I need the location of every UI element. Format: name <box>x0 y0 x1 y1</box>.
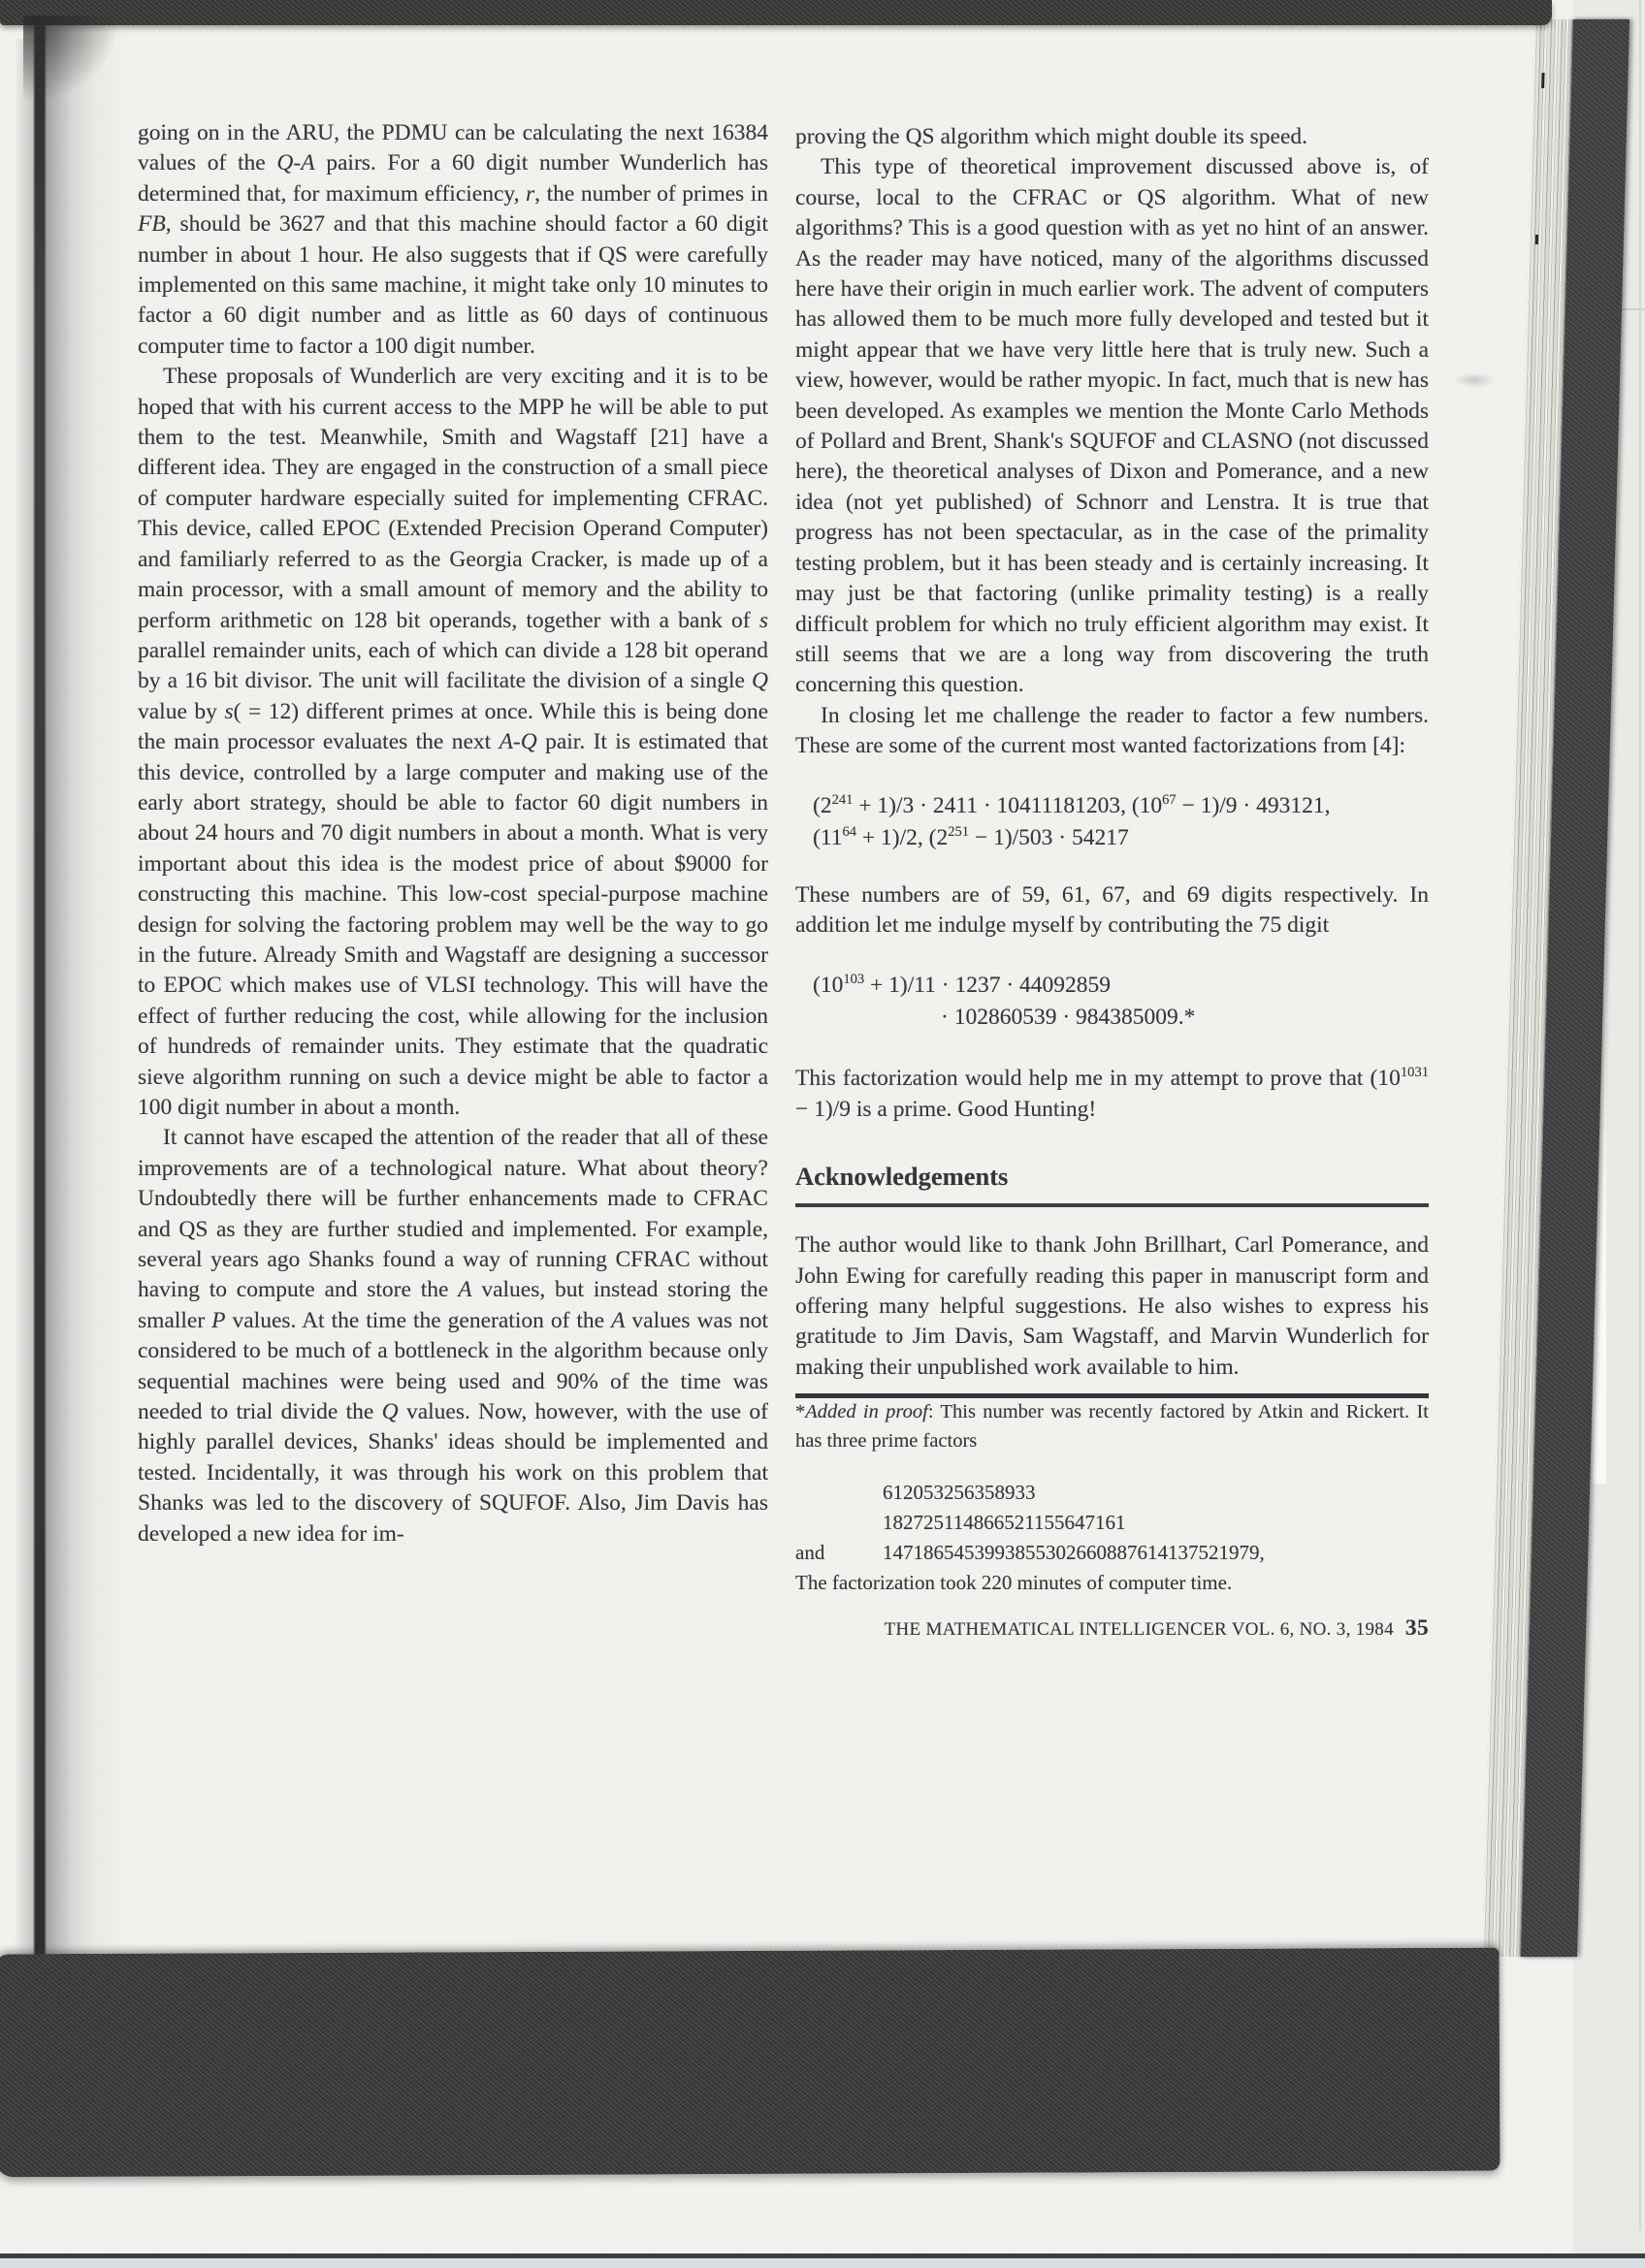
factor-label <box>795 1508 883 1538</box>
page-number: 35 <box>1404 1614 1429 1641</box>
right-column <box>795 122 1429 1645</box>
body-paragraph: These proposals of Wunderlich are very exciting and it is to be hoped that with his current access to the MPP he will be able to put them to the test. Meanwhile, Smith and Wagstaff [21] have a different idea. They are engaged in the construction of a small piece of computer hardware especially suited for implementing CFRAC. This device, called EPOC (Extended Precision Operand Computer) and familiarly referred to as the Georgia Cracker, is made up of a main processor, with a small amount of memory and the ability to perform arithmetic on 128 bit operands, together with a bank of s parallel remainder units, each of which can divide a 128 bit operand by a 16 bit divisor. The unit will facilitate the division of a single Q value by s( = 12) different primes at once. While this is being done the main processor evaluates the next A-Q pair. It is estimated that this device, controlled by a large computer and making use of the early abort strategy, should be able to factor 60 digit numbers in about 24 hours and 70 digit numbers in about a month. What is very important about this idea is the modest price of about $9000 for constructing this machine. This low-cost special-purpose machine design for solving the factoring problem may well be the way to go in the future. Already Smith and Wagstaff are designing a successor to EPOC which makes use of VLSI technology. This will have the effect of further reducing the cost, while allowing for the inclusion of hundreds of remainder units. They estimate that the quadratic sieve algorithm running on such a device might be able to factor a 100 digit number in about a month. <box>138 364 768 1120</box>
edge-mark <box>1535 235 1538 244</box>
footnote-closing: The factorization took 220 minutes of computer time. <box>795 1571 1233 1595</box>
factor-value: 1471865453993855302660887614137521979, <box>883 1541 1265 1565</box>
factor-row <box>795 1508 1429 1538</box>
body-paragraph: The author would like to thank John Brillhart, Carl Pomerance, and John Ewing for carefully reading this paper in manuscript form and offering many helpful suggestions. He also wishes to express his gratitude to Jim Davis, Sam Wagstaff, and Marvin Wunderlich for making their unpublished work available to him. <box>795 1232 1429 1380</box>
book-gutter-shadow-left <box>14 39 34 1954</box>
left-column <box>138 118 768 1549</box>
page-footer <box>795 1613 1429 1645</box>
scan-shadow-bottom <box>0 1948 1500 2178</box>
formula-line: · 102860539 · 984385009.* <box>941 1005 1196 1031</box>
acknowledgements-heading: Acknowledgements <box>795 1162 1009 1192</box>
math-display-75-digit <box>795 970 1429 1034</box>
heading-rule <box>795 1203 1429 1207</box>
body-paragraph: This type of theoretical improvement discussed above is, of course, local to the CFRAC or QS algorithm. What of new algorithms? This is a good question with as yet no hint of an answer. As the reader may have noticed, many of the algorithms discussed here have their origin in much earlier work. The advent of computers has allowed them to be much more fully developed and tested but it might appear that we have very little here that is truly new. Such a view, however, would be rather myopic. In fact, much that is new has been developed. As examples we mention the Monte Carlo Methods of Pollard and Brent, Shank's SQUFOF and CLASNO (not discussed here), the theoretical analyses of Dixon and Pomerance, and a new idea (not yet published) of Schnorr and Lenstra. It is true that progress has not been spectacular, as in the case of the primality testing problem, but it has been steady and is certainly increasing. It may just be that factoring (unlike primality testing) is a really difficult problem for which no truly efficient algorithm may exist. It still seems that we are a long way from discovering the truth concerning this question. <box>795 154 1429 698</box>
body-paragraph: In closing let me challenge the reader to factor a few numbers. These are some of the current most wanted factorizations from [4]: <box>795 702 1429 759</box>
math-display-most-wanted <box>795 790 1429 854</box>
body-paragraph: This factorization would help me in my attempt to prove that $(10^{1031} - 1)/9$ is a prime. Good Hunting! <box>795 1065 1429 1122</box>
body-paragraph: proving the QS algorithm which might double its speed. <box>795 124 1308 149</box>
scanner-bottom-strip <box>0 2258 1645 2268</box>
factor-label <box>795 1478 883 1508</box>
footnote-paragraph: *Added in proof: This number was recently factored by Atkin and Rickert. It has three prime factors <box>795 1401 1429 1452</box>
body-paragraph: It cannot have escaped the attention of the reader that all of these improvements are of a technological nature. What about theory? Undoubtedly there will be further enhancements made to CFRAC and QS as they are further studied and implemented. For example, several years ago Shanks found a way of running CFRAC without having to compute and store the A values, but instead storing the smaller P values. At the time the generation of the A values was not considered to be much of a bottleneck in the algorithm because only sequential machines were being used and 90% of the time was needed to trial divide the Q values. Now, however, with the use of highly parallel devices, Shanks' ideas should be implemented and tested. Incidentally, it was through his work on this problem that Shanks was led to the discovery of SQUFOF. Also, Jim Davis has developed a new idea for im- <box>138 1125 768 1547</box>
scan-smudge <box>1453 372 1496 388</box>
body-paragraph: going on in the ARU, the PDMU can be calculating the next 16384 values of the Q-A pairs. For a 60 digit number Wunderlich has determined that, for maximum efficiency, r, the number of primes in FB, should be 3627 and that this machine should factor a 60 digit number in about 1 hour. He also suggests that if QS were carefully implemented on this same machine, it might take only 10 minutes to factor a 60 digit number and as little as 60 days of continuous computer time to factor a 100 digit number. <box>138 120 768 359</box>
book-gutter-line <box>34 25 46 1957</box>
book-gutter-shadow <box>46 29 127 1955</box>
scan-shadow-top <box>0 0 1552 25</box>
journal-citation: THE MATHEMATICAL INTELLIGENCER VOL. 6, NO. 3, 1984 <box>884 1618 1394 1640</box>
formula-line: $(10^{103} + 1)/11 \cdot 1237 \cdot 44092859$ <box>813 972 1112 999</box>
factor-row <box>795 1538 1429 1568</box>
scanner-edge-line <box>1639 0 1641 2230</box>
factor-label: and <box>795 1541 825 1565</box>
factor-value: 182725114866521155647161 <box>883 1511 1126 1535</box>
formula-line: $(2^{241} + 1)/3 \cdot 2411 \cdot 10411181203$, $(10^{67} - 1)/9 \cdot 493121$, <box>813 791 1331 818</box>
body-paragraph: These numbers are of 59, 61, 67, and 69 digits respectively. In addition let me indulge myself by contributing the 75 digit <box>795 881 1429 938</box>
edge-mark <box>1541 73 1544 88</box>
formula-line: $(11^{64} + 1)/2$, $(2^{251} - 1)/503 \cdot 54217$ <box>813 823 1129 850</box>
factor-value: 612053256358933 <box>883 1481 1036 1505</box>
prime-factors-block <box>795 1478 1429 1568</box>
factor-row <box>795 1478 1429 1508</box>
